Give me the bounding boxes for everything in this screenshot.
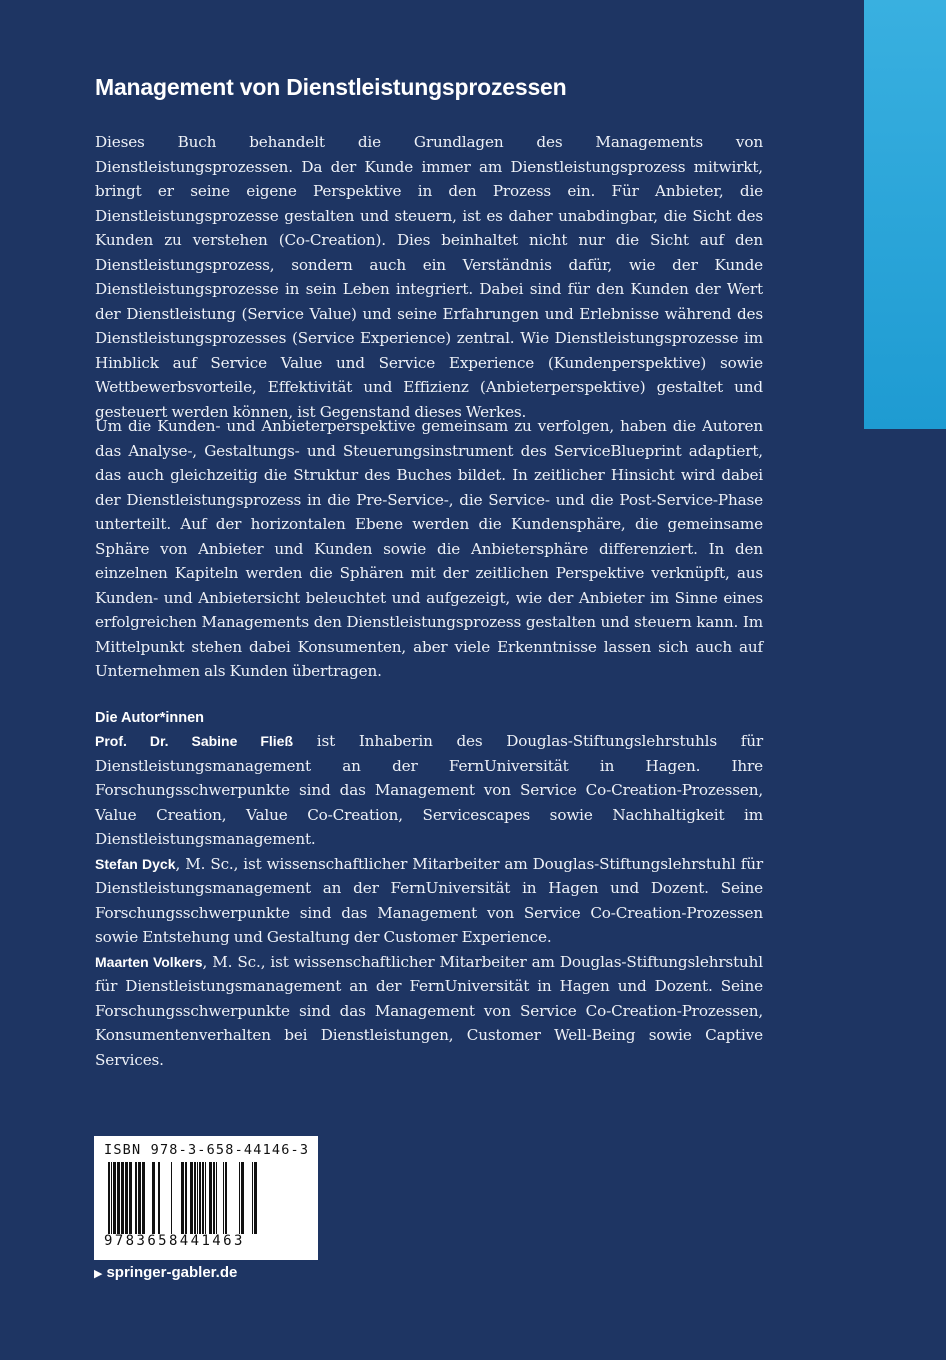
- barcode-bar: [171, 1162, 172, 1234]
- barcode-bar: [252, 1162, 253, 1234]
- barcode-bar: [239, 1162, 240, 1234]
- barcode-bar: [181, 1162, 184, 1234]
- page-title: Management von Dienstleistungsprozessen: [95, 74, 567, 100]
- barcode-bar: [197, 1162, 198, 1234]
- website-text: springer-gabler.de: [106, 1264, 238, 1281]
- barcode-bar: [254, 1162, 257, 1234]
- author-name: Stefan Dyck: [95, 855, 176, 872]
- barcode-bar: [213, 1162, 215, 1234]
- author-entry-3: [95, 950, 763, 1073]
- authors-heading: Die Autor*innen: [95, 710, 205, 726]
- barcode-bar: [125, 1162, 128, 1234]
- barcode-bar: [129, 1162, 132, 1234]
- arrow-right-icon: ▶: [94, 1268, 103, 1280]
- author-name: Prof. Dr. Sabine Fließ: [95, 733, 294, 749]
- barcode-bar: [216, 1162, 217, 1234]
- barcode-bar: [111, 1162, 112, 1234]
- barcode-bar: [223, 1162, 224, 1234]
- barcode-bar: [138, 1162, 141, 1234]
- author-bio: , M. Sc., ist wissenschaftlicher Mitarbeiter am Douglas-Stiftungslehrstuhl für Dienstleistungsmanagement an der FernUniversität in Hagen und Dozent. Seine Forschungsschwerpunkte sind das Management von Service Co-Creation-Prozessen sowie Entstehung und Gestaltung der Customer Experience.: [95, 854, 763, 946]
- barcode-bar: [121, 1162, 124, 1234]
- accent-bar: [864, 0, 946, 429]
- barcode-bar: [209, 1162, 212, 1234]
- barcode-bar: [190, 1162, 193, 1234]
- barcode: [94, 1136, 318, 1260]
- barcode-bar: [113, 1162, 116, 1234]
- author-bio: , M. Sc., ist wissenschaftlicher Mitarbeiter am Douglas-Stiftungslehrstuhl für Dienstleistungsmanagement an der FernUniversität in Hagen und Dozent. Seine Forschungsschwerpunkte sind das Management von Service Co-Creation-Prozessen, Konsumentenverhalten bei Dienstleistungen, Customer Well-Being sowie Captive Services.: [95, 952, 764, 1069]
- description-paragraph-1: Dieses Buch behandelt die Grundlagen des Managements von Dienstleistungsprozessen. Da der Kunde immer am Dienstleistungsprozess mitwirkt, bringt er seine eigene Perspektive in den Prozess ein. Für Anbieter, die Dienstleistungsprozesse gestalten und steuern, ist es daher unabdingbar, die Sicht des Kunden zu verstehen (Co-Creation). Dies beinhaltet nicht nur die Sicht auf den Dienstleistungsprozess, sondern auch ein Verständnis dafür, wie der Kunde Dienstleistungsprozesse in sein Leben integriert. Dabei sind für den Kunden der Wert der Dienstleistung (Service Value) und seine Erfahrungen und Erlebnisse während des Dienstleistungsprozesses (Service Experience) zentral. Wie Dienstleistungsprozesse im Hinblick auf Service Value und Service Experience (Kundenperspektive) sowie Wettbewerbsvorteile, Effektivität und Effizienz (Anbieterperspektive) gestaltet und gesteuert werden können, ist Gegenstand dieses Werkes.: [95, 133, 763, 421]
- barcode-bar: [225, 1162, 227, 1234]
- author-entry-2: [95, 852, 763, 950]
- barcode-bar: [142, 1162, 145, 1234]
- barcode-digits: 9783658441463: [104, 1233, 245, 1249]
- website-link[interactable]: [94, 1264, 237, 1281]
- author-bio: ist Inhaberin des Douglas-Stiftungslehrstuhls für Dienstleistungsmanagement an der FernUniversität in Hagen. Ihre Forschungsschwerpunkte sind das Management von Service Co-Creation-Prozessen, Value Creation, Value Co-Creation, Servicescapes sowie Nachhaltigkeit im Dienstleistungsmanagement.: [95, 732, 763, 848]
- barcode-bar: [185, 1162, 187, 1234]
- barcode-bar: [205, 1162, 206, 1234]
- barcode-bar: [135, 1162, 137, 1234]
- isbn-label: ISBN 978-3-658-44146-3: [104, 1142, 310, 1158]
- barcode-bar: [152, 1162, 155, 1234]
- barcode-bar: [199, 1162, 201, 1234]
- barcode-bar: [194, 1162, 196, 1234]
- barcode-bar: [241, 1162, 244, 1234]
- authors-section: [95, 707, 763, 1072]
- barcode-bar: [117, 1162, 120, 1234]
- barcode-bar: [202, 1162, 204, 1234]
- barcode-bars: [104, 1162, 310, 1234]
- author-name: Maarten Volkers: [95, 953, 203, 970]
- barcode-bar: [108, 1162, 110, 1234]
- description-paragraph-2: Um die Kunden- und Anbieterperspektive gemeinsam zu verfolgen, haben die Autoren das Analyse-, Gestaltungs- und Steuerungsinstrument des ServiceBlueprint adaptiert, das auch gleichzeitig die Struktur des Buches bildet. In zeitlicher Hinsicht wird dabei der Dienstleistungsprozess in die Pre-Service-, die Service- und die Post-Service-Phase unterteilt. Auf der horizontalen Ebene werden die Kundensphäre, die gemeinsame Sphäre von Anbieter und Kunden sowie die Anbietersphäre differenziert. In den einzelnen Kapiteln werden die Sphären mit der zeitlichen Perspektive verknüpft, aus Kunden- und Anbietersicht beleuchtet und aufgezeigt, wie der Anbieter im Sinne eines erfolgreichen Managements den Dienstleistungsprozess gestalten und steuern kann. Im Mittelpunkt stehen dabei Konsumenten, aber viele Erkenntnisse lassen sich auch auf Unternehmen als Kunden übertragen.: [95, 417, 763, 680]
- barcode-bar: [158, 1162, 160, 1234]
- author-entry-1: [95, 729, 763, 852]
